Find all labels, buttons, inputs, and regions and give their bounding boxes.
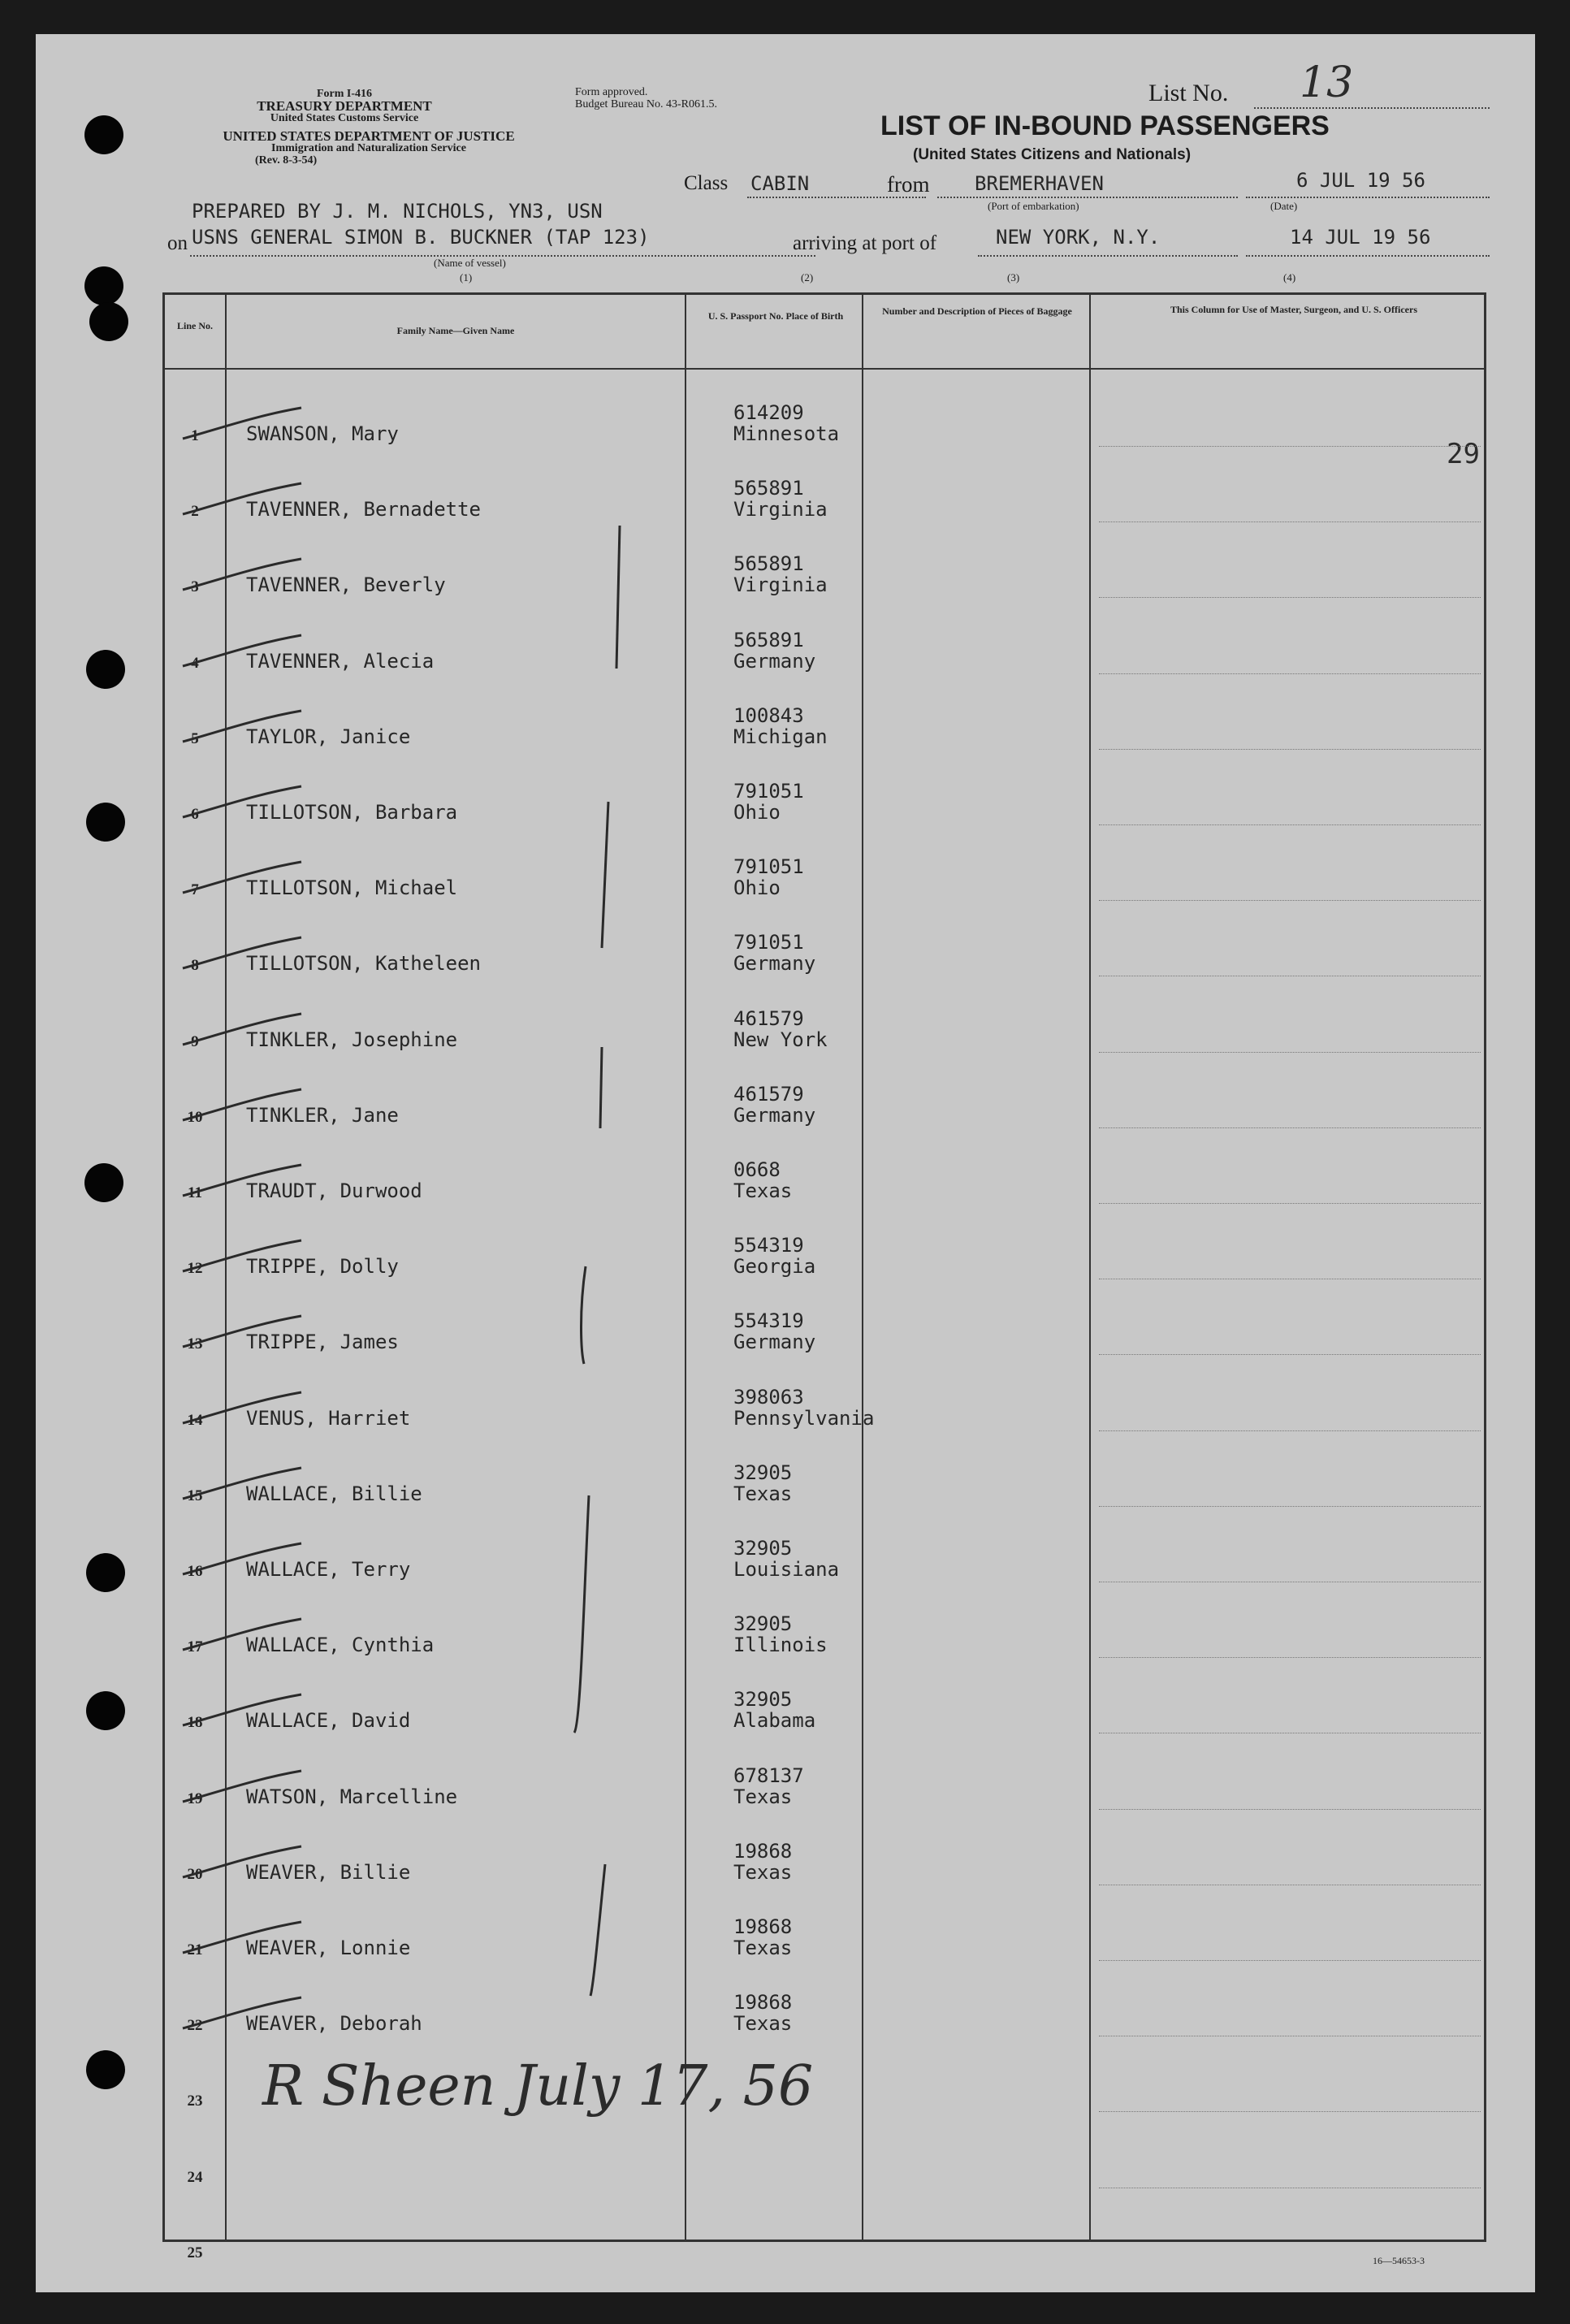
bracket-mark — [616, 526, 620, 669]
list-no-rule — [1254, 107, 1490, 109]
row-line-number: 24 — [187, 2168, 203, 2186]
col-num-2: (2) — [801, 271, 814, 283]
row-passenger-name: TILLOTSON, Michael — [246, 876, 458, 900]
inspector-signature: R Sheen July 17, 56 — [262, 2054, 814, 2118]
row-line-number: 12 — [187, 1260, 203, 1278]
row-line-number: 8 — [191, 957, 199, 975]
row-passenger-name: WEAVER, Lonnie — [246, 1937, 411, 1959]
row-passenger-name: TAYLOR, Janice — [246, 725, 411, 748]
row-place-of-birth: Minnesota — [733, 422, 840, 445]
row-place-of-birth: Germany — [733, 649, 816, 673]
bracket-mark — [602, 802, 608, 948]
arriving-label: arriving at port of — [793, 232, 937, 254]
row-place-of-birth: Texas — [733, 1860, 793, 1884]
row-place-of-birth: Texas — [733, 1179, 793, 1202]
row-passport-number: 32905 — [733, 1461, 793, 1484]
binder-hole — [86, 1553, 125, 1592]
row-line-number: 6 — [191, 806, 199, 823]
row-passenger-name: WALLACE, David — [246, 1709, 411, 1733]
row-passenger-name: WALLACE, Terry — [246, 1558, 411, 1581]
row-place-of-birth: Texas — [733, 1937, 793, 1959]
row-passenger-name: WATSON, Marcelline — [246, 1785, 458, 1808]
row-line-number: 1 — [191, 427, 199, 444]
arrival-port: NEW YORK, N.Y. — [996, 226, 1161, 249]
ins-label: Immigration and Naturalization Service — [271, 142, 466, 154]
row-line-number: 9 — [191, 1032, 199, 1050]
form-header-left — [223, 88, 466, 124]
row-passport-number: 554319 — [733, 1234, 804, 1257]
binder-hole — [86, 2050, 125, 2089]
binder-hole — [84, 1163, 123, 1202]
row-line-number: 7 — [191, 881, 199, 899]
row-passport-number: 398063 — [733, 1385, 804, 1409]
row-passenger-name: TAVENNER, Beverly — [246, 573, 446, 597]
row-passenger-name: SWANSON, Mary — [246, 422, 399, 445]
row-passenger-name: TILLOTSON, Katheleen — [246, 952, 481, 976]
row-place-of-birth: Michigan — [733, 725, 828, 748]
row-passenger-name: TILLOTSON, Barbara — [246, 801, 458, 824]
row-passport-number: 461579 — [733, 1082, 804, 1106]
list-no-label: List No. — [1148, 80, 1229, 106]
officer-note: 29 — [1447, 438, 1480, 470]
row-passport-number: 554319 — [733, 1309, 804, 1333]
row-line-number: 19 — [187, 1790, 203, 1807]
page-subtitle: (United States Citizens and Nationals) — [913, 146, 1192, 163]
row-place-of-birth: Virginia — [733, 573, 828, 597]
row-passport-number: 32905 — [733, 1537, 793, 1560]
date-caption: (Date) — [1270, 200, 1298, 212]
port-embark-caption: (Port of embarkation) — [988, 200, 1079, 212]
row-place-of-birth: Texas — [733, 2012, 793, 2036]
row-passport-number: 565891 — [733, 552, 804, 576]
row-place-of-birth: Germany — [733, 1103, 816, 1127]
header-officers: This Column for Use of Master, Surgeon, and U. S. Officers — [1170, 304, 1417, 315]
row-line-number: 14 — [187, 1411, 203, 1429]
row-passenger-name: VENUS, Harriet — [246, 1406, 411, 1430]
arrival-date-rule — [1246, 255, 1490, 257]
arrival-port-rule — [978, 255, 1238, 257]
list-no-value: 13 — [1300, 58, 1354, 107]
row-line-number: 17 — [187, 1638, 203, 1656]
vessel-caption: (Name of vessel) — [434, 257, 506, 269]
row-place-of-birth: Illinois — [733, 1634, 828, 1657]
justice-dept: UNITED STATES DEPARTMENT OF JUSTICE — [223, 128, 515, 144]
from-rule — [937, 197, 1238, 198]
print-code: 16—54653-3 — [1373, 2255, 1425, 2266]
on-label: on — [167, 232, 188, 254]
row-line-number: 21 — [187, 1941, 203, 1958]
row-passport-number: 19868 — [733, 1991, 793, 2015]
row-place-of-birth: Texas — [733, 1785, 793, 1808]
row-line-number: 10 — [187, 1108, 203, 1126]
form-approved: Form approved. — [575, 86, 648, 98]
binder-hole — [84, 266, 123, 305]
row-passport-number: 565891 — [733, 628, 804, 651]
row-line-number: 23 — [187, 2092, 203, 2110]
row-passenger-name: WEAVER, Billie — [246, 1860, 411, 1884]
bracket-mark — [600, 1047, 602, 1128]
col-num-1: (1) — [460, 271, 473, 283]
row-passport-number: 791051 — [733, 780, 804, 803]
row-place-of-birth: Ohio — [733, 876, 781, 900]
arrival-date: 14 JUL 19 56 — [1290, 226, 1431, 249]
date-rule — [1246, 197, 1490, 198]
row-passenger-name: TAVENNER, Alecia — [246, 649, 435, 673]
row-passport-number: 678137 — [733, 1764, 804, 1787]
header-line-no: Line No. — [176, 320, 213, 331]
row-place-of-birth: Virginia — [733, 498, 828, 521]
col-num-3: (3) — [1007, 271, 1020, 283]
row-passenger-name: WALLACE, Billie — [246, 1482, 422, 1505]
row-line-number: 25 — [187, 2244, 203, 2261]
row-passport-number: 461579 — [733, 1006, 804, 1030]
row-passport-number: 791051 — [733, 931, 804, 954]
family-group-brackets — [165, 295, 1489, 2244]
row-line-number: 15 — [187, 1487, 203, 1504]
row-passenger-name: TINKLER, Jane — [246, 1103, 399, 1127]
row-passport-number: 0668 — [733, 1158, 781, 1181]
bracket-mark — [574, 1495, 589, 1733]
row-place-of-birth: Louisiana — [733, 1558, 840, 1581]
form-number: Form I-416 — [316, 88, 373, 100]
row-line-number: 13 — [187, 1335, 203, 1353]
form-approval — [575, 86, 717, 110]
row-passport-number: 32905 — [733, 1612, 793, 1636]
binder-hole — [84, 115, 123, 154]
row-line-number: 11 — [188, 1184, 202, 1201]
binder-hole — [86, 650, 125, 689]
row-passport-number: 19868 — [733, 1915, 793, 1938]
row-line-number: 5 — [191, 729, 199, 747]
header-passport: U. S. Passport No. Place of Birth — [707, 310, 844, 322]
row-passenger-name: TRIPPE, James — [246, 1331, 399, 1354]
row-passenger-name: WALLACE, Cynthia — [246, 1634, 435, 1657]
row-line-number: 18 — [187, 1714, 203, 1732]
col-num-4: (4) — [1283, 271, 1296, 283]
from-value: BREMERHAVEN — [975, 172, 1104, 195]
row-place-of-birth: Georgia — [733, 1255, 816, 1279]
row-passport-number: 614209 — [733, 401, 804, 424]
document-page — [36, 34, 1535, 2292]
row-line-number: 2 — [191, 503, 199, 521]
row-line-number: 22 — [187, 2017, 203, 2035]
header-name: Family Name—Given Name — [396, 325, 515, 336]
customs-service: United States Customs Service — [270, 112, 419, 124]
from-label: from — [887, 172, 930, 197]
row-passenger-name: TINKLER, Josephine — [246, 1028, 458, 1051]
row-passenger-name: TRIPPE, Dolly — [246, 1255, 399, 1279]
budget-bureau: Budget Bureau No. 43-R061.5. — [575, 98, 717, 110]
row-passport-number: 100843 — [733, 703, 804, 727]
row-passenger-name: TRAUDT, Durwood — [246, 1179, 422, 1202]
vessel-name: USNS GENERAL SIMON B. BUCKNER (TAP 123) — [192, 226, 650, 249]
row-place-of-birth: Germany — [733, 952, 816, 976]
header-baggage: Number and Description of Pieces of Baggage — [882, 305, 1072, 317]
row-place-of-birth: New York — [733, 1028, 828, 1051]
binder-hole — [86, 1691, 125, 1730]
revision-label: (Rev. 8-3-54) — [255, 154, 318, 167]
row-passport-number: 32905 — [733, 1688, 793, 1712]
row-place-of-birth: Germany — [733, 1331, 816, 1354]
row-place-of-birth: Texas — [733, 1482, 793, 1505]
row-passenger-name: WEAVER, Deborah — [246, 2012, 422, 2036]
binder-hole — [89, 302, 128, 341]
row-place-of-birth: Ohio — [733, 801, 781, 824]
row-place-of-birth: Alabama — [733, 1709, 816, 1733]
binder-hole — [86, 803, 125, 842]
row-line-number: 3 — [191, 578, 199, 596]
bracket-mark — [590, 1864, 605, 1996]
bracket-mark — [582, 1266, 586, 1364]
page-title: LIST OF IN-BOUND PASSENGERS — [880, 110, 1330, 141]
departure-date: 6 JUL 19 56 — [1296, 169, 1425, 192]
row-line-number: 4 — [191, 654, 199, 672]
row-passport-number: 565891 — [733, 477, 804, 500]
class-value: CABIN — [750, 172, 810, 195]
row-passenger-name: TAVENNER, Bernadette — [246, 498, 481, 521]
row-passport-number: 19868 — [733, 1839, 793, 1863]
treasury-dept: TREASURY DEPARTMENT — [257, 98, 432, 114]
row-passport-number: 791051 — [733, 855, 804, 879]
prepared-by: PREPARED BY J. M. NICHOLS, YN3, USN — [192, 200, 603, 223]
row-place-of-birth: Pennsylvania — [733, 1406, 875, 1430]
class-label: Class — [684, 172, 729, 194]
row-line-number: 16 — [187, 1563, 203, 1580]
row-line-number: 20 — [187, 1865, 203, 1883]
form-header-justice — [158, 130, 580, 167]
